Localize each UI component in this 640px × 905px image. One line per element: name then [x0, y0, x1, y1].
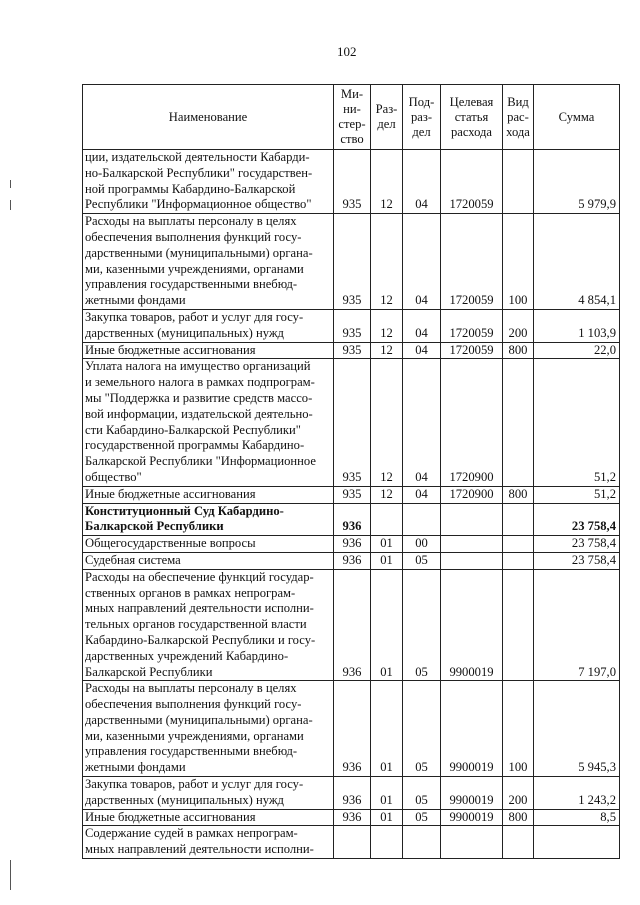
- cell-kind: [503, 569, 534, 681]
- cell-sum: 23 758,4: [534, 552, 620, 569]
- cell-section: 12: [371, 342, 403, 359]
- cell-kind: [503, 826, 534, 859]
- cell-subsection: 04: [403, 359, 441, 486]
- table-row: [83, 826, 620, 859]
- cell-subsection: 04: [403, 342, 441, 359]
- cell-sum: 51,2: [534, 359, 620, 486]
- cell-section: 01: [371, 569, 403, 681]
- budget-table: [82, 84, 620, 859]
- cell-name: Расходы на выплаты персоналу в целях обеспечения выполнения функций госу- дарственными (муниципальными) органа- ми, казенными учреждениями, органами управления государственными внебюд- жетными фондами: [83, 214, 334, 310]
- cell-kind: [503, 359, 534, 486]
- cell-subsection: 05: [403, 552, 441, 569]
- cell-ministry: 935: [334, 150, 371, 214]
- cell-section: 01: [371, 536, 403, 553]
- table-row: [83, 342, 620, 359]
- cell-sum: 7 197,0: [534, 569, 620, 681]
- cell-sum: 23 758,4: [534, 503, 620, 536]
- cell-name: Закупка товаров, работ и услуг для госу- дарственных (муниципальных) нужд: [83, 777, 334, 810]
- cell-sum: 5 945,3: [534, 681, 620, 777]
- cell-section: 01: [371, 809, 403, 826]
- cell-name: Расходы на выплаты персоналу в целях обеспечения выполнения функций госу- дарственными (муниципальными) органа- ми, казенными учреждениями, органами управления государственными внебюд- жетными фондами: [83, 681, 334, 777]
- cell-section: 12: [371, 309, 403, 342]
- cell-sum: 1 103,9: [534, 309, 620, 342]
- cell-sum: 4 854,1: [534, 214, 620, 310]
- cell-subsection: 05: [403, 681, 441, 777]
- cell-sum: 5 979,9: [534, 150, 620, 214]
- cell-kind: [503, 150, 534, 214]
- header-name: Наименование: [83, 85, 334, 150]
- cell-sum: 22,0: [534, 342, 620, 359]
- cell-sum: 1 243,2: [534, 777, 620, 810]
- cell-section: 01: [371, 681, 403, 777]
- cell-name: Иные бюджетные ассигнования: [83, 342, 334, 359]
- scan-mark: [10, 180, 11, 188]
- cell-sum: 8,5: [534, 809, 620, 826]
- table-row: [83, 681, 620, 777]
- cell-kind: 200: [503, 309, 534, 342]
- cell-ministry: 936: [334, 536, 371, 553]
- cell-section: 12: [371, 359, 403, 486]
- table-row: [83, 809, 620, 826]
- cell-name: Конституционный Суд Кабардино- Балкарской Республики: [83, 503, 334, 536]
- cell-subsection: 05: [403, 809, 441, 826]
- cell-sum: [534, 826, 620, 859]
- cell-section: 12: [371, 150, 403, 214]
- cell-subsection: 04: [403, 309, 441, 342]
- cell-ministry: 936: [334, 681, 371, 777]
- cell-sum: 23 758,4: [534, 536, 620, 553]
- cell-name: Общегосударственные вопросы: [83, 536, 334, 553]
- cell-ministry: 936: [334, 503, 371, 536]
- cell-name: Судебная система: [83, 552, 334, 569]
- table-body: [83, 150, 620, 859]
- table-row: [83, 150, 620, 214]
- cell-target: 1720059: [441, 214, 503, 310]
- cell-subsection: 04: [403, 486, 441, 503]
- table-row: [83, 536, 620, 553]
- cell-target: 1720059: [441, 342, 503, 359]
- table-row: [83, 569, 620, 681]
- cell-kind: [503, 536, 534, 553]
- cell-ministry: 935: [334, 486, 371, 503]
- cell-name: Иные бюджетные ассигнования: [83, 486, 334, 503]
- cell-subsection: 05: [403, 777, 441, 810]
- cell-kind: [503, 503, 534, 536]
- page-number: 102: [337, 44, 357, 59]
- table-row: [83, 503, 620, 536]
- cell-subsection: [403, 826, 441, 859]
- cell-name: Расходы на обеспечение функций государ- ственных органов в рамках непрограм- мных направлений деятельности исполни- тельных органов государственной власти Кабардино-Балкарской Республики и госу- дарственных учреждений Кабардино- Балкарской Республики: [83, 569, 334, 681]
- table-row: [83, 552, 620, 569]
- cell-target: 1720900: [441, 359, 503, 486]
- cell-target: [441, 503, 503, 536]
- cell-ministry: 935: [334, 342, 371, 359]
- cell-ministry: 936: [334, 809, 371, 826]
- cell-kind: 100: [503, 681, 534, 777]
- cell-ministry: 936: [334, 777, 371, 810]
- cell-section: [371, 826, 403, 859]
- cell-name: Уплата налога на имущество организаций и земельного налога в рамках подпрограм- мы "Поддержка и развитие средств массо- вой информации, издательской деятельно- сти Кабардино-Балкарской Республики" государственной программы Кабардино- Балкарской Республики "Информационное общество": [83, 359, 334, 486]
- header-section: Раз- дел: [371, 85, 403, 150]
- cell-name: Содержание судей в рамках непрограм- мных направлений деятельности исполни-: [83, 826, 334, 859]
- cell-target: [441, 826, 503, 859]
- cell-name: ции, издательской деятельности Кабарди- но-Балкарской Республики" государствен- ной программы Кабардино-Балкарской Республики "Информационное общество": [83, 150, 334, 214]
- cell-kind: 800: [503, 342, 534, 359]
- cell-ministry: 935: [334, 214, 371, 310]
- cell-section: 01: [371, 552, 403, 569]
- cell-target: [441, 536, 503, 553]
- table-row: [83, 486, 620, 503]
- cell-subsection: 04: [403, 150, 441, 214]
- cell-target: [441, 552, 503, 569]
- cell-subsection: 00: [403, 536, 441, 553]
- cell-target: 9900019: [441, 569, 503, 681]
- table-row: [83, 777, 620, 810]
- cell-ministry: 935: [334, 309, 371, 342]
- cell-section: 01: [371, 777, 403, 810]
- cell-kind: 100: [503, 214, 534, 310]
- cell-subsection: 04: [403, 214, 441, 310]
- scan-mark: [10, 200, 11, 210]
- cell-ministry: 936: [334, 552, 371, 569]
- table-row: [83, 214, 620, 310]
- cell-ministry: 936: [334, 569, 371, 681]
- cell-target: 9900019: [441, 809, 503, 826]
- cell-ministry: 935: [334, 359, 371, 486]
- cell-ministry: [334, 826, 371, 859]
- cell-section: [371, 503, 403, 536]
- header-target: Целевая статья расхода: [441, 85, 503, 150]
- table-row: [83, 359, 620, 486]
- cell-kind: [503, 552, 534, 569]
- cell-target: 9900019: [441, 777, 503, 810]
- cell-section: 12: [371, 214, 403, 310]
- cell-name: Иные бюджетные ассигнования: [83, 809, 334, 826]
- table-row: [83, 309, 620, 342]
- cell-subsection: [403, 503, 441, 536]
- header-ministry: Ми- ни- стер- ство: [334, 85, 371, 150]
- cell-subsection: 05: [403, 569, 441, 681]
- cell-name: Закупка товаров, работ и услуг для госу- дарственных (муниципальных) нужд: [83, 309, 334, 342]
- cell-target: 1720900: [441, 486, 503, 503]
- cell-kind: 200: [503, 777, 534, 810]
- cell-target: 9900019: [441, 681, 503, 777]
- cell-kind: 800: [503, 809, 534, 826]
- cell-kind: 800: [503, 486, 534, 503]
- header-subsection: Под- раз- дел: [403, 85, 441, 150]
- cell-section: 12: [371, 486, 403, 503]
- scan-mark: [10, 860, 11, 890]
- cell-target: 1720059: [441, 150, 503, 214]
- cell-target: 1720059: [441, 309, 503, 342]
- header-row: [83, 85, 620, 150]
- header-sum: Сумма: [534, 85, 620, 150]
- cell-sum: 51,2: [534, 486, 620, 503]
- header-kind: Вид рас- хода: [503, 85, 534, 150]
